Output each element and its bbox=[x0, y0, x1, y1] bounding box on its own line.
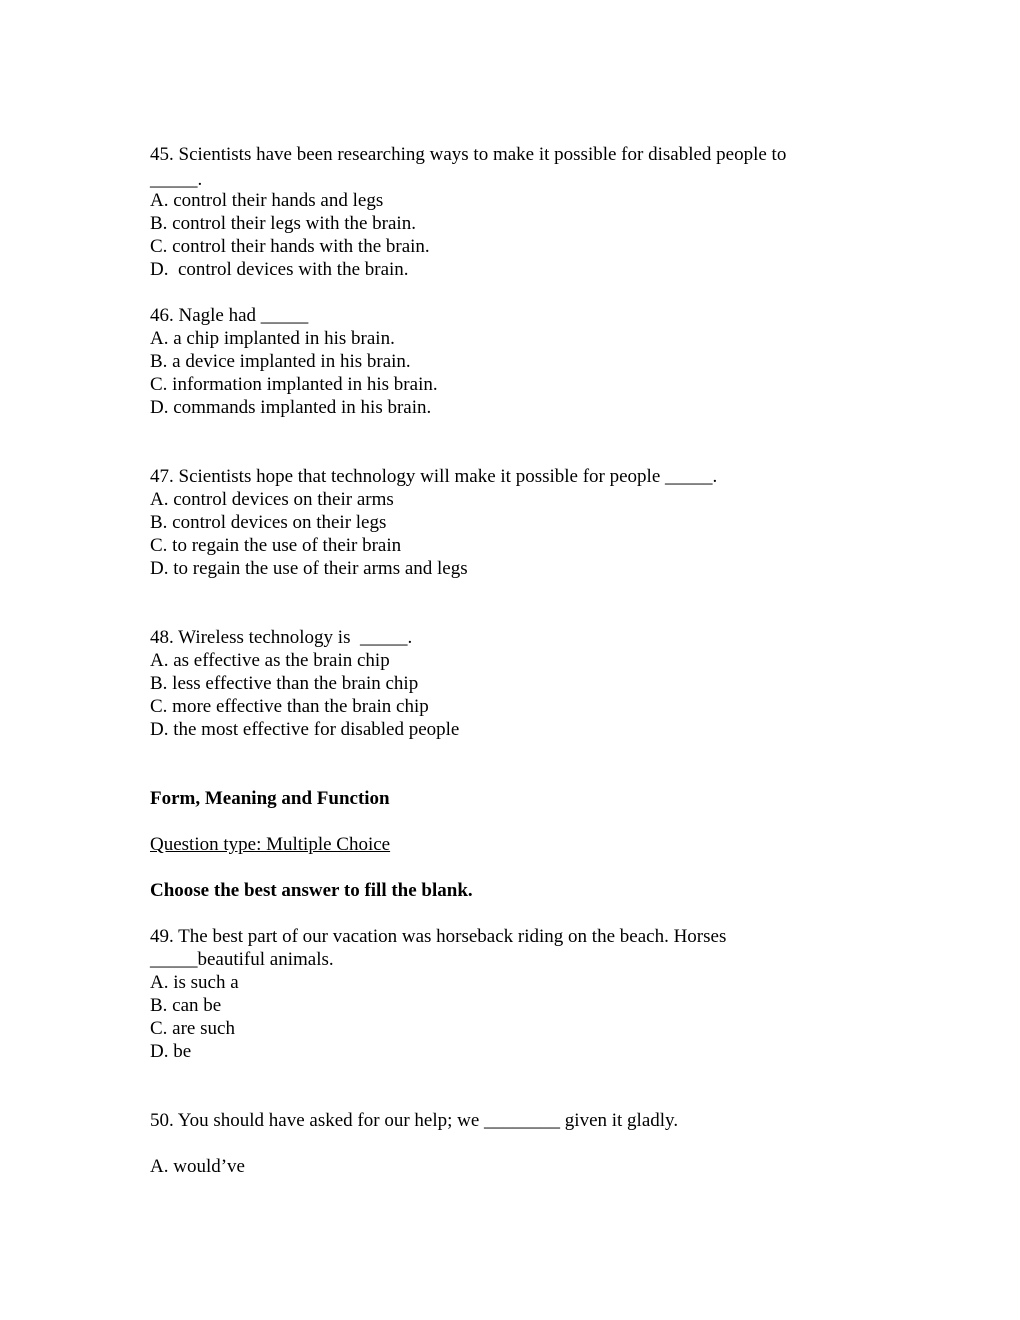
question-stem: 50. You should have asked for our help; we ________ given it gladly. bbox=[150, 1110, 679, 1131]
option-a: A. would’ve bbox=[150, 1156, 245, 1177]
question-stem-continued: _____. bbox=[150, 169, 203, 190]
question-stem: 49. The best part of our vacation was horseback riding on the beach. Horses bbox=[150, 926, 727, 947]
option-c: C. more effective than the brain chip bbox=[150, 696, 429, 717]
question-stem: 46. Nagle had _____ bbox=[150, 305, 309, 326]
option-d: D. the most effective for disabled people bbox=[150, 719, 460, 740]
section-heading: Form, Meaning and Function bbox=[150, 788, 390, 809]
option-d: D. commands implanted in his brain. bbox=[150, 397, 432, 418]
option-b: B. less effective than the brain chip bbox=[150, 673, 419, 694]
option-c: C. to regain the use of their brain bbox=[150, 535, 402, 556]
option-b: B. can be bbox=[150, 995, 222, 1016]
question-stem: 47. Scientists hope that technology will make it possible for people _____. bbox=[150, 466, 718, 487]
option-b: B. control their legs with the brain. bbox=[150, 213, 416, 234]
option-d: D. control devices with the brain. bbox=[150, 259, 409, 280]
option-a: A. as effective as the brain chip bbox=[150, 650, 390, 671]
option-a: A. control their hands and legs bbox=[150, 190, 384, 211]
option-b: B. a device implanted in his brain. bbox=[150, 351, 411, 372]
option-d: D. to regain the use of their arms and legs bbox=[150, 558, 468, 579]
question-stem: 45. Scientists have been researching ways to make it possible for disabled people to bbox=[150, 144, 787, 165]
option-d: D. be bbox=[150, 1041, 192, 1062]
instruction: Choose the best answer to fill the blank. bbox=[150, 880, 473, 901]
question-type: Question type: Multiple Choice bbox=[150, 834, 391, 855]
question-stem: 48. Wireless technology is _____. bbox=[150, 627, 413, 648]
option-a: A. is such a bbox=[150, 972, 239, 993]
option-c: C. information implanted in his brain. bbox=[150, 374, 438, 395]
option-a: A. control devices on their arms bbox=[150, 489, 394, 510]
option-b: B. control devices on their legs bbox=[150, 512, 387, 533]
option-c: C. are such bbox=[150, 1018, 235, 1039]
option-a: A. a chip implanted in his brain. bbox=[150, 328, 395, 349]
question-stem-continued: _____beautiful animals. bbox=[150, 949, 334, 970]
option-c: C. control their hands with the brain. bbox=[150, 236, 430, 257]
